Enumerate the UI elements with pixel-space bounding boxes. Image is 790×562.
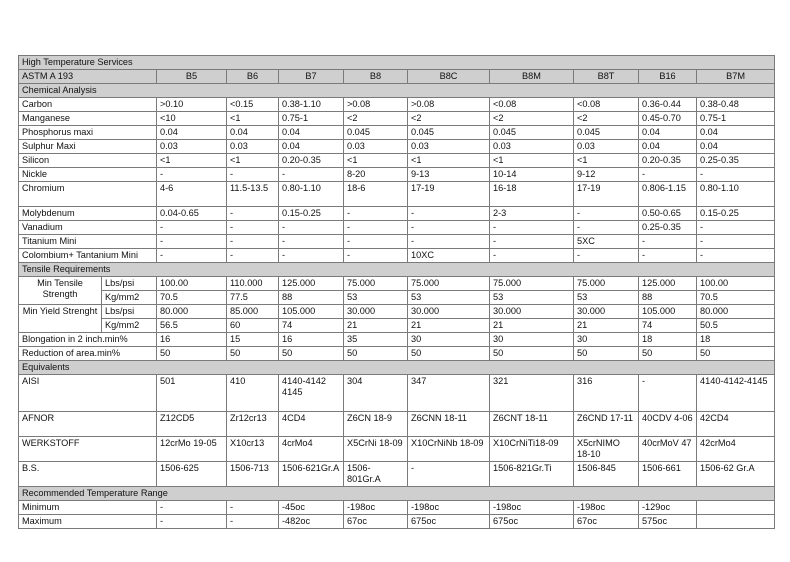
table-cell: -: [697, 249, 775, 263]
table-cell: -: [279, 221, 344, 235]
table-cell: 21: [490, 319, 574, 333]
table-cell: -198oc: [574, 501, 639, 515]
unit-label: Kg/mm2: [102, 319, 157, 333]
table-cell: 0.03: [408, 140, 490, 154]
table-cell: 11.5-13.5: [227, 182, 279, 207]
table-cell: 56.5: [157, 319, 227, 333]
chemical-row: [19, 182, 775, 207]
table-cell: 0.03: [157, 140, 227, 154]
row-label: Maximum: [19, 515, 157, 529]
table-cell: 0.20-0.35: [639, 154, 697, 168]
table-cell: 1506-713: [227, 462, 279, 487]
table-cell: 53: [408, 291, 490, 305]
table-cell: 50: [279, 347, 344, 361]
table-cell: -129oc: [639, 501, 697, 515]
table-cell: 30: [408, 333, 490, 347]
row-label: Titanium Mini: [19, 235, 157, 249]
table-cell: 0.38-0.48: [697, 98, 775, 112]
table-cell: 0.04: [279, 126, 344, 140]
table-cell: 0.80-1.10: [697, 182, 775, 207]
unit-label: Lbs/psi: [102, 305, 157, 319]
grade-header: B8T: [574, 70, 639, 84]
table-cell: -: [279, 249, 344, 263]
table-cell: -: [408, 221, 490, 235]
table-cell: 0.75-1: [697, 112, 775, 126]
table-cell: 50: [344, 347, 408, 361]
row-label: WERKSTOFF: [19, 437, 157, 462]
table-cell: -: [344, 235, 408, 249]
table-cell: 30: [490, 333, 574, 347]
table-cell: 53: [574, 291, 639, 305]
table-cell: 675oc: [408, 515, 490, 529]
chemical-row: [19, 221, 775, 235]
chemical-row: [19, 98, 775, 112]
table-cell: -: [157, 515, 227, 529]
table-cell: 50.5: [697, 319, 775, 333]
table-cell: -: [639, 375, 697, 412]
table-cell: 0.04: [639, 126, 697, 140]
spec-table-body: [19, 56, 775, 529]
table-cell: -: [490, 221, 574, 235]
table-cell: 100.00: [697, 277, 775, 291]
row-label: Sulphur Maxi: [19, 140, 157, 154]
table-cell: 50: [490, 347, 574, 361]
table-cell: 0.03: [490, 140, 574, 154]
table-cell: 42crMo4: [697, 437, 775, 462]
table-cell: <2: [408, 112, 490, 126]
grade-header: B5: [157, 70, 227, 84]
table-cell: 88: [279, 291, 344, 305]
table-cell: 0.15-0.25: [697, 207, 775, 221]
table-cell: 18: [697, 333, 775, 347]
table-cell: Z6CNT 18-11: [490, 412, 574, 437]
equivalent-row: [19, 375, 775, 412]
row-label: AFNOR: [19, 412, 157, 437]
table-cell: 4-6: [157, 182, 227, 207]
table-cell: 0.03: [227, 140, 279, 154]
grade-header: B6: [227, 70, 279, 84]
table-cell: 17-19: [408, 182, 490, 207]
table-cell: >0.10: [157, 98, 227, 112]
property-row: [19, 333, 775, 347]
table-cell: -198oc: [408, 501, 490, 515]
table-cell: -: [344, 249, 408, 263]
chemical-row: [19, 154, 775, 168]
temperature-row: [19, 515, 775, 529]
table-cell: 304: [344, 375, 408, 412]
table-cell: 0.20-0.35: [279, 154, 344, 168]
table-cell: <1: [227, 154, 279, 168]
table-cell: <1: [574, 154, 639, 168]
row-label: AISI: [19, 375, 157, 412]
table-cell: 50: [639, 347, 697, 361]
table-cell: -: [574, 249, 639, 263]
table-cell: -: [490, 249, 574, 263]
table-cell: 30: [574, 333, 639, 347]
chemical-row: [19, 207, 775, 221]
table-cell: 30.000: [490, 305, 574, 319]
grade-header: B8M: [490, 70, 574, 84]
unit-label: Lbs/psi: [102, 277, 157, 291]
table-cell: <1: [490, 154, 574, 168]
table-cell: 50: [574, 347, 639, 361]
table-cell: -: [157, 221, 227, 235]
table-cell: 10XC: [408, 249, 490, 263]
table-cell: 1506-821Gr.Ti: [490, 462, 574, 487]
min-yield-kg-row: [19, 319, 775, 333]
min-tensile-label: Min Tensile Strength: [19, 277, 102, 305]
table-cell: 16-18: [490, 182, 574, 207]
table-cell: X10CrNiTi18-09: [490, 437, 574, 462]
grade-header: B7: [279, 70, 344, 84]
table-cell: 125.000: [279, 277, 344, 291]
table-cell: -: [227, 515, 279, 529]
table-cell: -: [157, 501, 227, 515]
table-cell: 0.04: [697, 126, 775, 140]
table-cell: 4crMo4: [279, 437, 344, 462]
table-cell: 675oc: [490, 515, 574, 529]
table-cell: <2: [344, 112, 408, 126]
table-cell: 74: [279, 319, 344, 333]
table-cell: 1506-801Gr.A: [344, 462, 408, 487]
table-cell: 60: [227, 319, 279, 333]
table-cell: -: [157, 168, 227, 182]
table-cell: 67oc: [344, 515, 408, 529]
table-cell: 75.000: [408, 277, 490, 291]
table-cell: -: [408, 207, 490, 221]
table-cell: 5XC: [574, 235, 639, 249]
table-cell: <10: [157, 112, 227, 126]
table-cell: 75.000: [490, 277, 574, 291]
table-cell: 80.000: [697, 305, 775, 319]
chemical-row: [19, 126, 775, 140]
table-cell: 0.03: [344, 140, 408, 154]
table-cell: 85.000: [227, 305, 279, 319]
table-cell: -: [344, 221, 408, 235]
section-tensile-requirements-row: [19, 263, 775, 277]
table-cell: 12crMo 19-05: [157, 437, 227, 462]
table-cell: 0.03: [574, 140, 639, 154]
table-cell: 30.000: [574, 305, 639, 319]
equivalent-row: [19, 437, 775, 462]
table-cell: [697, 515, 775, 529]
table-cell: 0.50-0.65: [639, 207, 697, 221]
table-cell: 0.75-1: [279, 112, 344, 126]
table-cell: 0.25-0.35: [639, 221, 697, 235]
table-cell: 0.04: [227, 126, 279, 140]
table-cell: 35: [344, 333, 408, 347]
table-cell: -: [697, 235, 775, 249]
table-cell: 21: [574, 319, 639, 333]
table-cell: 70.5: [697, 291, 775, 305]
table-cell: 0.04: [157, 126, 227, 140]
table-cell: 75.000: [344, 277, 408, 291]
table-cell: 15: [227, 333, 279, 347]
row-label: Minimum: [19, 501, 157, 515]
row-label: Chromium: [19, 182, 157, 207]
row-label: Reduction of area.min%: [19, 347, 157, 361]
row-label: Phosphorus maxi: [19, 126, 157, 140]
table-cell: 0.04: [697, 140, 775, 154]
spec-sheet: [18, 55, 774, 529]
table-cell: -: [279, 235, 344, 249]
min-tensile-kg-row: [19, 291, 775, 305]
table-cell: -: [697, 168, 775, 182]
table-cell: 40crMoV 47: [639, 437, 697, 462]
table-cell: 10-14: [490, 168, 574, 182]
section-tensile-requirements: Tensile Requirements: [19, 263, 775, 277]
table-cell: 501: [157, 375, 227, 412]
table-cell: <0.08: [574, 98, 639, 112]
table-cell: X5CrNi 18-09: [344, 437, 408, 462]
spec-table: [18, 55, 775, 529]
row-label: Vanadium: [19, 221, 157, 235]
table-cell: 50: [157, 347, 227, 361]
grade-header: B16: [639, 70, 697, 84]
table-cell: X10CrNiNb 18-09: [408, 437, 490, 462]
table-cell: 17-19: [574, 182, 639, 207]
table-cell: 0.80-1.10: [279, 182, 344, 207]
row-label: Colombium+ Tantanium Mini: [19, 249, 157, 263]
equivalent-row: [19, 412, 775, 437]
table-cell: 0.045: [408, 126, 490, 140]
table-cell: 4CD4: [279, 412, 344, 437]
table-cell: <0.08: [490, 98, 574, 112]
table-cell: 1506-62 Gr.A: [697, 462, 775, 487]
table-cell: -: [639, 249, 697, 263]
chemical-row: [19, 140, 775, 154]
min-tensile-lbs-row: [19, 277, 775, 291]
unit-label: Kg/mm2: [102, 291, 157, 305]
table-cell: -198oc: [344, 501, 408, 515]
section-equivalents: Equivalents: [19, 361, 775, 375]
table-title: High Temperature Services: [19, 56, 775, 70]
table-cell: 30.000: [408, 305, 490, 319]
table-cell: <1: [227, 112, 279, 126]
table-cell: -: [157, 249, 227, 263]
property-row: [19, 347, 775, 361]
table-cell: -: [574, 207, 639, 221]
table-cell: 0.04: [279, 140, 344, 154]
table-cell: 88: [639, 291, 697, 305]
table-cell: -: [490, 235, 574, 249]
table-cell: -: [279, 168, 344, 182]
table-cell: 0.806-1.15: [639, 182, 697, 207]
section-temperature-range: Recommended Temperature Range: [19, 487, 775, 501]
table-cell: 0.045: [490, 126, 574, 140]
table-cell: <0.15: [227, 98, 279, 112]
section-chemical-analysis-row: [19, 84, 775, 98]
table-cell: 50: [697, 347, 775, 361]
temperature-row: [19, 501, 775, 515]
table-cell: 18-6: [344, 182, 408, 207]
table-cell: 410: [227, 375, 279, 412]
table-cell: 321: [490, 375, 574, 412]
table-cell: Zr12cr13: [227, 412, 279, 437]
table-cell: 100.00: [157, 277, 227, 291]
table-cell: 2-3: [490, 207, 574, 221]
table-cell: -: [344, 207, 408, 221]
table-cell: -: [574, 221, 639, 235]
section-temperature-range-row: [19, 487, 775, 501]
table-cell: -: [227, 221, 279, 235]
row-label: Blongation in 2 inch.min%: [19, 333, 157, 347]
table-cell: 0.36-0.44: [639, 98, 697, 112]
table-cell: 0.15-0.25: [279, 207, 344, 221]
table-cell: 40CDV 4-06: [639, 412, 697, 437]
table-cell: -: [227, 235, 279, 249]
chemical-row: [19, 249, 775, 263]
table-cell: 347: [408, 375, 490, 412]
table-cell: -: [408, 462, 490, 487]
table-cell: 21: [344, 319, 408, 333]
table-cell: X5crNIMO 18-10: [574, 437, 639, 462]
min-yield-label: Min Yield Strenght: [19, 305, 102, 333]
table-cell: 53: [490, 291, 574, 305]
table-cell: 74: [639, 319, 697, 333]
min-yield-lbs-row: [19, 305, 775, 319]
table-cell: -45oc: [279, 501, 344, 515]
table-cell: -482oc: [279, 515, 344, 529]
row-label: Manganese: [19, 112, 157, 126]
table-cell: Z6CNN 18-11: [408, 412, 490, 437]
table-cell: 0.38-1.10: [279, 98, 344, 112]
table-cell: 316: [574, 375, 639, 412]
table-cell: Z12CD5: [157, 412, 227, 437]
table-cell: 8-20: [344, 168, 408, 182]
table-cell: 42CD4: [697, 412, 775, 437]
table-cell: 67oc: [574, 515, 639, 529]
table-cell: 75.000: [574, 277, 639, 291]
table-cell: <2: [574, 112, 639, 126]
table-cell: <1: [344, 154, 408, 168]
table-cell: 110.000: [227, 277, 279, 291]
table-cell: 105.000: [279, 305, 344, 319]
table-cell: -: [639, 168, 697, 182]
table-cell: 50: [227, 347, 279, 361]
grade-header: B8: [344, 70, 408, 84]
table-cell: -: [639, 235, 697, 249]
table-cell: 77.5: [227, 291, 279, 305]
grade-header: B7M: [697, 70, 775, 84]
table-cell: 0.25-0.35: [697, 154, 775, 168]
chemical-row: [19, 168, 775, 182]
row-label: Nickle: [19, 168, 157, 182]
grade-header: B8C: [408, 70, 490, 84]
table-cell: 4140-4142 4145: [279, 375, 344, 412]
table-cell: >0.08: [344, 98, 408, 112]
table-cell: Z6CND 17-11: [574, 412, 639, 437]
table-cell: X10cr13: [227, 437, 279, 462]
row-label: Molybdenum: [19, 207, 157, 221]
table-cell: -198oc: [490, 501, 574, 515]
table-cell: Z6CN 18-9: [344, 412, 408, 437]
table-cell: 9-12: [574, 168, 639, 182]
table-cell: 575oc: [639, 515, 697, 529]
table-cell: 53: [344, 291, 408, 305]
table-cell: 1506-621Gr.A: [279, 462, 344, 487]
section-equivalents-row: [19, 361, 775, 375]
table-cell: 50: [408, 347, 490, 361]
table-cell: -: [157, 235, 227, 249]
table-cell: <1: [157, 154, 227, 168]
table-cell: -: [227, 168, 279, 182]
table-cell: 4140-4142-4145: [697, 375, 775, 412]
table-cell: <2: [490, 112, 574, 126]
table-cell: 1506-845: [574, 462, 639, 487]
table-cell: 0.045: [344, 126, 408, 140]
header-row: [19, 70, 775, 84]
table-cell: 0.45-0.70: [639, 112, 697, 126]
table-cell: -: [227, 207, 279, 221]
chemical-row: [19, 235, 775, 249]
row-label: Silicon: [19, 154, 157, 168]
table-cell: 21: [408, 319, 490, 333]
table-cell: 105.000: [639, 305, 697, 319]
table-cell: -: [227, 501, 279, 515]
table-cell: 0.045: [574, 126, 639, 140]
table-cell: 16: [279, 333, 344, 347]
table-cell: 1506-661: [639, 462, 697, 487]
standard-label: ASTM A 193: [19, 70, 157, 84]
row-label: Carbon: [19, 98, 157, 112]
table-cell: 0.04: [639, 140, 697, 154]
row-label: B.S.: [19, 462, 157, 487]
table-cell: 9-13: [408, 168, 490, 182]
table-cell: 80.000: [157, 305, 227, 319]
title-row: [19, 56, 775, 70]
table-cell: -: [697, 221, 775, 235]
table-cell: -: [227, 249, 279, 263]
section-chemical-analysis: Chemical Analysis: [19, 84, 775, 98]
table-cell: [697, 501, 775, 515]
chemical-row: [19, 112, 775, 126]
table-cell: 0.04-0.65: [157, 207, 227, 221]
table-cell: <1: [408, 154, 490, 168]
equivalent-row: [19, 462, 775, 487]
table-cell: >0.08: [408, 98, 490, 112]
table-cell: 1506-625: [157, 462, 227, 487]
table-cell: 18: [639, 333, 697, 347]
table-cell: 70.5: [157, 291, 227, 305]
table-cell: 125.000: [639, 277, 697, 291]
table-cell: 16: [157, 333, 227, 347]
table-cell: 30.000: [344, 305, 408, 319]
table-cell: -: [408, 235, 490, 249]
